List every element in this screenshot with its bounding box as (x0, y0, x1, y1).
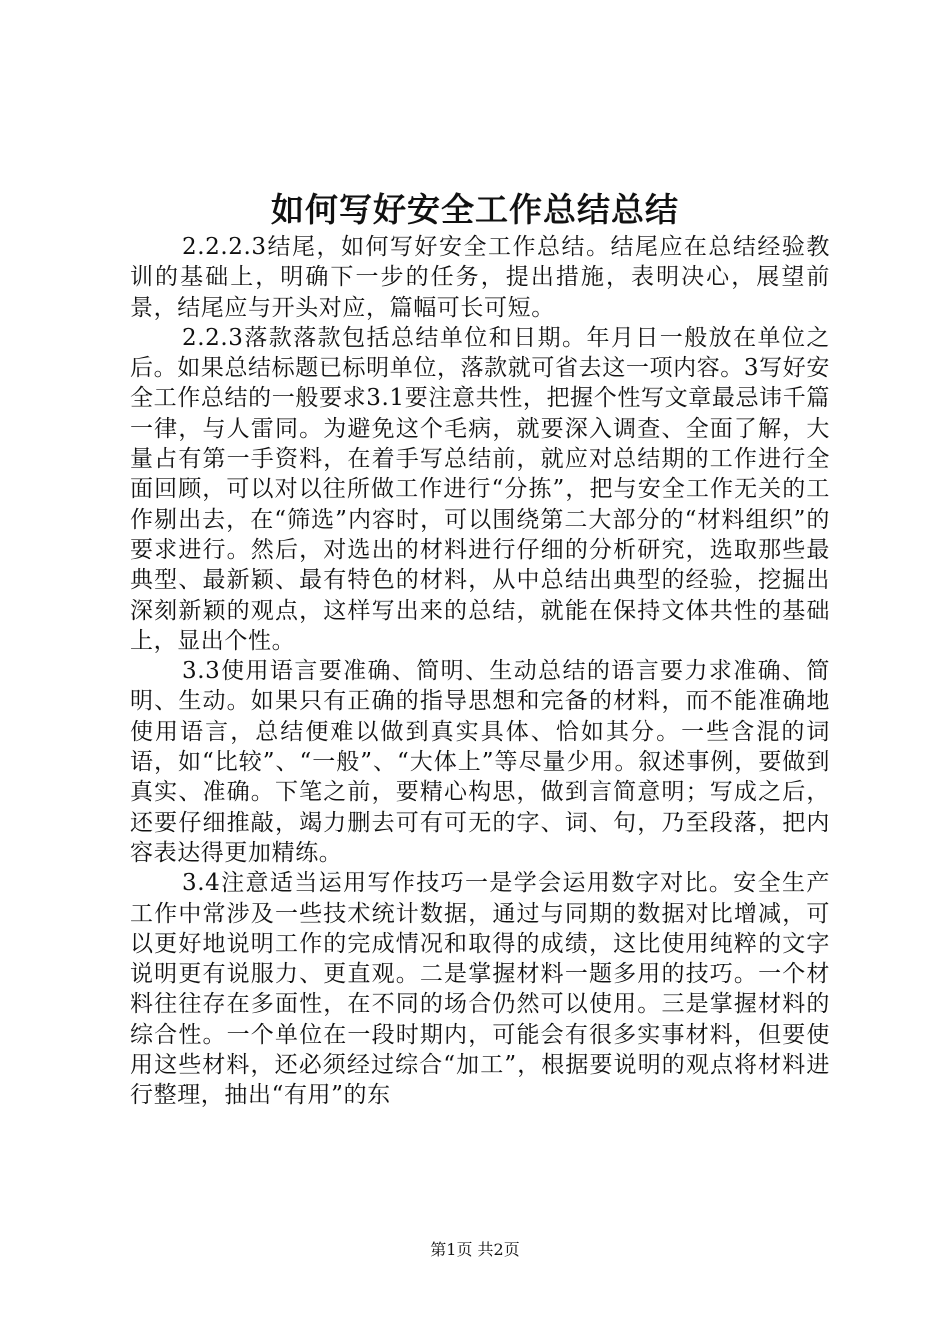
paragraph-conclusion: 2.2.2.3结尾，如何写好安全工作总结。结尾应在总结经验教训的基础上，明确下一步的任务，提出措施，表明决心，展望前景，结尾应与开头对应，篇幅可长可短。 (130, 234, 830, 321)
paragraph-signature-and-requirements: 2.2.3落款落款包括总结单位和日期。年月日一般放在单位之后。如果总结标题已标明单位，落款就可省去这一项内容。3写好安全工作总结的一般要求3.1要注意共性，把握个性写文章最忌讳千篇一律，与人雷同。为避免这个毛病，就要深入调查、全面了解，大量占有第一手资料，在着手写总结前，就应对总结期的工作进行全面回顾，可以对以往所做工作进行“分拣”，把与安全工作无关的工作剔出去，在“筛选”内容时，可以围绕第二大部分的“材料组织”的要求进行。然后，对选出的材料进行仔细的分析研究，选取那些最典型、最新颖、最有特色的材料，从中总结出典型的经验，挖掘出深刻新颖的观点，这样写出来的总结，就能在保持文体共性的基础上，显出个性。 (130, 324, 830, 654)
paragraph-writing-techniques: 3.4注意适当运用写作技巧一是学会运用数字对比。安全生产工作中常涉及一些技术统计数据，通过与同期的数据对比增减，可以更好地说明工作的完成情况和取得的成绩，这比使用纯粹的文字说明更有说服力、更直观。二是掌握材料一题多用的技巧。一个材料往往存在多面性，在不同的场合仍然可以使用。三是掌握材料的综合性。一个单位在一段时期内，可能会有很多实事材料，但要使用这些材料，还必须经过综合“加工”，根据要说明的观点将材料进行整理，抽出“有用”的东 (130, 870, 830, 1109)
paragraph-language-usage: 3.3使用语言要准确、简明、生动总结的语言要力求准确、简明、生动。如果只有正确的指导思想和完备的材料，而不能准确地使用语言，总结便难以做到真实具体、恰如其分。一些含混的词语，如“比较”、“一般”、“大体上”等尽量少用。叙述事例，要做到真实、准确。下笔之前，要精心构思，做到言简意明；写成之后，还要仔细推敲，竭力删去可有可无的字、词、句，乃至段落，把内容表达得更加精练。 (130, 658, 830, 866)
document-title: 如何写好安全工作总结总结 (271, 190, 679, 229)
page-number-footer: 第1页 共2页 (430, 1240, 520, 1259)
document-body (130, 232, 830, 1111)
